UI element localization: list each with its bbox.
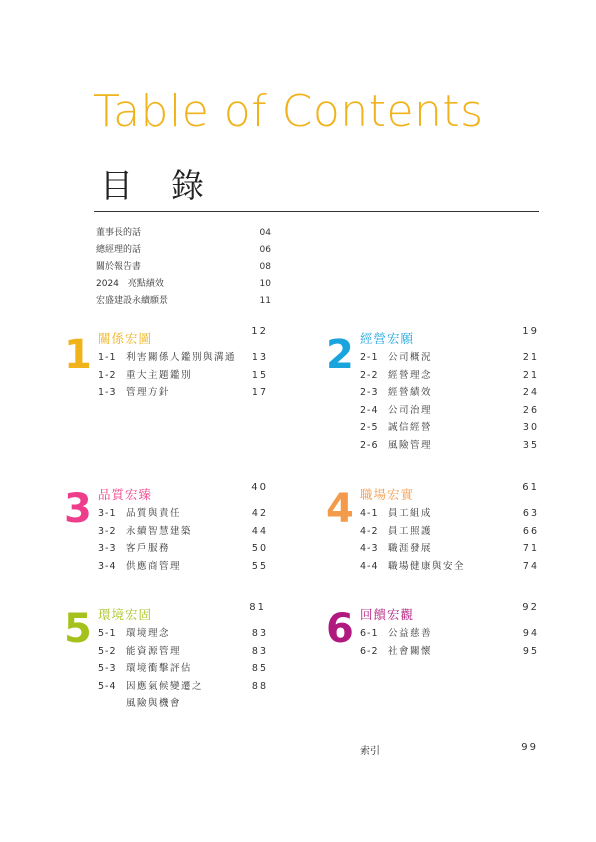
entry-page: 83 bbox=[251, 628, 268, 639]
entry-page: 21 bbox=[522, 352, 539, 363]
intro-item[interactable] bbox=[96, 244, 271, 261]
entry-code: 2-5 bbox=[360, 422, 379, 433]
chapter-number: 4 bbox=[326, 486, 354, 532]
intro-item[interactable] bbox=[96, 295, 271, 312]
toc-entry[interactable] bbox=[98, 662, 268, 680]
entry-code: 4-2 bbox=[360, 525, 379, 537]
entry-label: 品質與責任 bbox=[126, 508, 182, 519]
toc-entry[interactable] bbox=[98, 369, 268, 387]
toc-entry[interactable] bbox=[98, 680, 268, 698]
toc-entry[interactable] bbox=[98, 560, 268, 578]
entry-code: 2-3 bbox=[360, 387, 379, 398]
chapter-number: 2 bbox=[326, 332, 354, 378]
toc-entry[interactable] bbox=[98, 645, 268, 663]
chapter-page: 19 bbox=[522, 326, 539, 337]
toc-entry[interactable] bbox=[360, 421, 539, 439]
entry-code: 3-2 bbox=[98, 525, 117, 537]
entry-label: 利害關係人鑑別與溝通 bbox=[126, 352, 237, 363]
entry-page: 95 bbox=[522, 645, 539, 657]
entry-page: 44 bbox=[251, 525, 268, 537]
entry-code: 1-1 bbox=[98, 352, 117, 363]
toc-entry[interactable] bbox=[360, 560, 539, 578]
entry-code: 2-1 bbox=[360, 352, 379, 363]
entry-page: 83 bbox=[251, 645, 268, 657]
entry-label: 公益慈善 bbox=[388, 628, 433, 639]
chapter-page: 12 bbox=[251, 326, 268, 337]
entry-code: 4-4 bbox=[360, 560, 379, 572]
entry-code: 5-3 bbox=[98, 663, 117, 674]
entry-label: 管理方針 bbox=[126, 387, 171, 398]
title-chinese: 目錄 bbox=[100, 166, 242, 205]
entry-page: 50 bbox=[251, 543, 268, 554]
intro-item-page: 04 bbox=[259, 228, 271, 238]
entry-page: 35 bbox=[522, 439, 539, 451]
entry-code: 2-4 bbox=[360, 404, 379, 416]
entry-page: 88 bbox=[251, 680, 268, 692]
entry-page: 74 bbox=[522, 560, 539, 572]
intro-item-label: 關於報告書 bbox=[96, 262, 142, 272]
entry-label: 職場健康與安全 bbox=[388, 560, 466, 572]
entry-code: 5-2 bbox=[98, 645, 117, 657]
toc-entry-continuation[interactable] bbox=[98, 697, 268, 715]
chapter-number: 1 bbox=[64, 332, 92, 378]
toc-entry[interactable] bbox=[360, 627, 539, 645]
intro-item[interactable] bbox=[96, 278, 271, 295]
entry-code: 4-1 bbox=[360, 508, 379, 519]
entry-label: 永續智慧建築 bbox=[126, 525, 193, 537]
toc-entry[interactable] bbox=[98, 542, 268, 560]
chapter-title: 職場宏實 bbox=[360, 487, 415, 502]
entry-page: 42 bbox=[251, 508, 268, 519]
entry-page: 15 bbox=[251, 369, 268, 381]
entry-code: 2-2 bbox=[360, 369, 379, 381]
entry-page: 94 bbox=[522, 628, 539, 639]
entry-label: 風險與機會 bbox=[126, 698, 182, 709]
entry-code: 1-3 bbox=[98, 387, 117, 398]
toc-entry[interactable] bbox=[360, 542, 539, 560]
intro-item-page: 11 bbox=[259, 296, 271, 306]
entry-label: 誠信經營 bbox=[388, 422, 433, 433]
toc-entry[interactable] bbox=[98, 386, 268, 404]
entry-page: 17 bbox=[251, 387, 268, 398]
entry-page: 30 bbox=[522, 422, 539, 433]
chapter-title: 環境宏固 bbox=[98, 607, 153, 622]
entry-code: 3-3 bbox=[98, 543, 117, 554]
toc-entry[interactable] bbox=[360, 386, 539, 404]
entry-label: 環境衝擊評估 bbox=[126, 663, 193, 674]
entry-label: 能資源管理 bbox=[126, 645, 182, 657]
entry-code: 6-2 bbox=[360, 645, 379, 657]
intro-item-label: 董事長的話 bbox=[96, 228, 142, 238]
chapter-heading[interactable] bbox=[98, 482, 268, 503]
chapter-page: 81 bbox=[249, 602, 266, 613]
intro-item-label: 2024 亮點績效 bbox=[96, 279, 164, 289]
entry-label: 社會關懷 bbox=[388, 645, 433, 657]
entry-label: 職涯發展 bbox=[388, 543, 433, 554]
entry-page: 21 bbox=[522, 369, 539, 381]
toc-entry[interactable] bbox=[98, 507, 268, 525]
chapter-title: 回饋宏觀 bbox=[360, 607, 415, 622]
entry-label: 經營績效 bbox=[388, 387, 433, 398]
entry-code: 1-2 bbox=[98, 369, 117, 381]
index-page: 99 bbox=[521, 742, 538, 753]
index-entry[interactable] bbox=[360, 742, 538, 756]
entry-label: 客戶服務 bbox=[126, 543, 171, 554]
entry-label: 因應氣候變遷之 bbox=[126, 680, 204, 692]
chapter-heading[interactable] bbox=[360, 602, 539, 623]
toc-entry[interactable] bbox=[360, 351, 539, 369]
entry-page: 85 bbox=[251, 663, 268, 674]
index-label: 索引 bbox=[360, 746, 380, 757]
entry-code: 3-1 bbox=[98, 508, 117, 519]
entry-label: 公司概況 bbox=[388, 352, 433, 363]
toc-entry[interactable] bbox=[360, 645, 539, 663]
chapter-number: 5 bbox=[64, 606, 92, 652]
entry-label: 供應商管理 bbox=[126, 560, 182, 572]
chapter-page: 61 bbox=[522, 482, 539, 493]
intro-item[interactable] bbox=[96, 261, 271, 278]
toc-entry[interactable] bbox=[98, 351, 268, 369]
toc-entry[interactable] bbox=[360, 404, 539, 422]
entry-label: 風險管理 bbox=[388, 439, 433, 451]
toc-entry[interactable] bbox=[98, 627, 268, 645]
entry-label: 員工照護 bbox=[388, 525, 433, 537]
toc-entry[interactable] bbox=[360, 369, 539, 387]
entry-code: 5-4 bbox=[98, 680, 117, 692]
chapter-number: 3 bbox=[64, 486, 92, 532]
entry-page: 24 bbox=[522, 387, 539, 398]
intro-item-page: 10 bbox=[259, 279, 271, 289]
entry-label: 員工組成 bbox=[388, 508, 433, 519]
intro-item-label: 宏盛建設永續願景 bbox=[96, 296, 169, 306]
toc-entry[interactable] bbox=[98, 525, 268, 543]
chapter-heading[interactable] bbox=[98, 326, 268, 347]
toc-entry[interactable] bbox=[360, 525, 539, 543]
chapter-page: 40 bbox=[251, 482, 268, 493]
entry-code: 4-3 bbox=[360, 543, 379, 554]
title-divider bbox=[94, 211, 539, 212]
entry-label: 公司治理 bbox=[388, 404, 433, 416]
intro-item-page: 08 bbox=[259, 262, 271, 272]
title-english: Table of Contents bbox=[93, 86, 484, 137]
chapter-page: 92 bbox=[522, 602, 539, 613]
chapter-title: 關係宏圖 bbox=[98, 331, 153, 346]
entry-page: 55 bbox=[251, 560, 268, 572]
entry-page: 26 bbox=[522, 404, 539, 416]
chapter-heading[interactable] bbox=[360, 482, 539, 503]
toc-entry[interactable] bbox=[360, 507, 539, 525]
chapter-number: 6 bbox=[326, 606, 354, 652]
entry-code: 6-1 bbox=[360, 628, 379, 639]
entry-code: 5-1 bbox=[98, 628, 117, 639]
entry-code: 3-4 bbox=[98, 560, 117, 572]
intro-item-page: 06 bbox=[259, 245, 271, 255]
intro-item[interactable] bbox=[96, 227, 271, 244]
chapter-heading[interactable] bbox=[98, 602, 268, 623]
entry-label: 經營理念 bbox=[388, 369, 433, 381]
entry-page: 13 bbox=[251, 352, 268, 363]
toc-entry[interactable] bbox=[360, 439, 539, 457]
chapter-title: 品質宏臻 bbox=[98, 487, 153, 502]
intro-item-label: 總經理的話 bbox=[96, 245, 142, 255]
entry-label: 環境理念 bbox=[126, 628, 171, 639]
entry-page: 71 bbox=[522, 543, 539, 554]
entry-page: 66 bbox=[522, 525, 539, 537]
entry-code: 2-6 bbox=[360, 439, 379, 451]
chapter-heading[interactable] bbox=[360, 326, 539, 347]
entry-page: 63 bbox=[522, 508, 539, 519]
chapter-title: 經營宏願 bbox=[360, 331, 415, 346]
entry-label: 重大主題鑑別 bbox=[126, 369, 193, 381]
intro-list bbox=[96, 227, 271, 312]
